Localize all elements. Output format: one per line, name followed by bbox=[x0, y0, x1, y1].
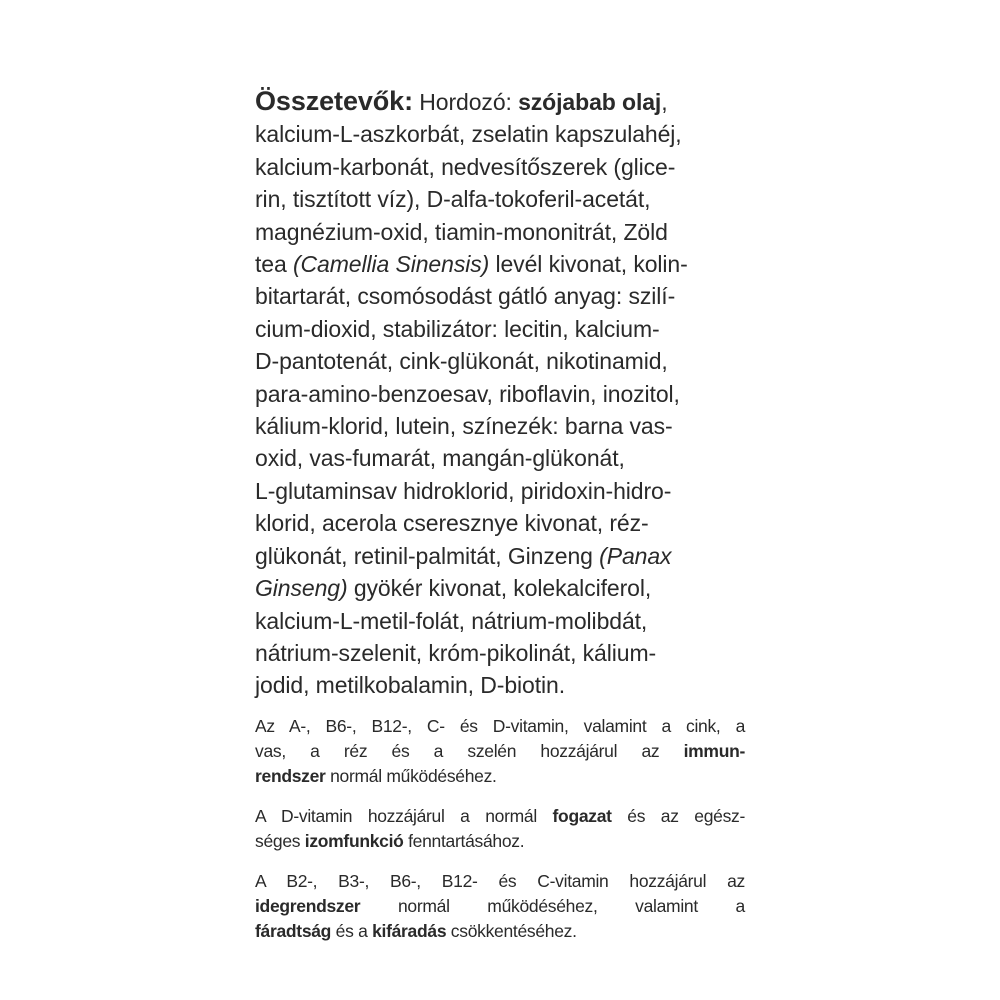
ingredients-line bbox=[255, 378, 755, 410]
health-claim-line bbox=[255, 739, 745, 764]
text-segment: jodid, metilkobalamin, D-biotin. bbox=[255, 672, 565, 699]
ingredients-line bbox=[255, 605, 755, 637]
health-claim-paragraph bbox=[255, 804, 745, 854]
ingredients-line bbox=[255, 507, 755, 539]
health-claim-paragraph bbox=[255, 714, 745, 789]
text-segment: séges bbox=[255, 831, 305, 851]
bold-term: fogazat bbox=[552, 806, 612, 826]
text-segment: oxid, vas-fumarát, mangán-glükonát, bbox=[255, 445, 625, 472]
text-segment: para-amino-benzoesav, riboflavin, inozitol, bbox=[255, 380, 680, 407]
ingredients-line bbox=[255, 475, 755, 507]
ingredients-line bbox=[255, 669, 755, 701]
text-segment: klorid, acerola cseresznye kivonat, réz- bbox=[255, 510, 649, 537]
text-segment: kalcium-L-aszkorbát, zselatin kapszulahéj, bbox=[255, 121, 682, 148]
bold-term: izomfunkció bbox=[304, 831, 404, 851]
ingredients-line bbox=[255, 118, 755, 150]
ingredients-line bbox=[255, 540, 755, 572]
bold-term: fáradtság bbox=[255, 921, 332, 941]
text-segment: Az A-, B6-, B12-, C- és D-vitamin, valamint a cink, a bbox=[255, 716, 745, 736]
text-segment: normál működéséhez. bbox=[325, 766, 497, 786]
text-segment: fenntartásához. bbox=[403, 831, 525, 851]
ingredients-line bbox=[255, 216, 755, 248]
ingredients-paragraph bbox=[255, 85, 755, 702]
ingredients-line bbox=[255, 248, 755, 280]
ingredients-line bbox=[255, 280, 755, 312]
text-segment: cium-dioxid, stabilizátor: lecitin, kalcium- bbox=[255, 315, 660, 342]
text-segment: rin, tisztított víz), D-alfa-tokoferil-acetát, bbox=[255, 186, 651, 213]
ingredients-line bbox=[255, 572, 755, 604]
text-segment: és az egész- bbox=[611, 806, 745, 826]
health-claim-line bbox=[255, 764, 745, 789]
text-segment: kalcium-karbonát, nedvesítőszerek (glice- bbox=[255, 153, 676, 180]
ingredients-line bbox=[255, 410, 755, 442]
bold-term: kifáradás bbox=[372, 921, 447, 941]
text-segment: gyökér kivonat, kolekalciferol, bbox=[347, 575, 652, 602]
ingredients-line bbox=[255, 345, 755, 377]
text-segment: kálium-klorid, lutein, színezék: barna vas- bbox=[255, 413, 673, 440]
ingredients-line bbox=[255, 151, 755, 183]
text-segment: tea bbox=[255, 251, 293, 278]
italic-term: (Panax bbox=[599, 542, 672, 569]
ingredients-heading: Összetevők: bbox=[255, 86, 413, 116]
ingredients-line bbox=[255, 85, 755, 118]
italic-term: Ginseng) bbox=[255, 575, 348, 602]
ingredients-line bbox=[255, 183, 755, 215]
text-segment: csökkentéséhez. bbox=[446, 921, 577, 941]
text-segment: D-pantotenát, cink-glükonát, nikotinamid, bbox=[255, 348, 668, 375]
bold-term: rendszer bbox=[255, 766, 326, 786]
text-segment: normál működéséhez, valamint a bbox=[360, 896, 745, 916]
text-segment: vas, a réz és a szelén hozzájárul az bbox=[255, 741, 684, 761]
text-segment: A B2-, B3-, B6-, B12- és C-vitamin hozzájárul az bbox=[255, 871, 745, 891]
health-claim-line bbox=[255, 829, 745, 854]
health-claim-line bbox=[255, 919, 745, 944]
text-segment: magnézium-oxid, tiamin-mononitrát, Zöld bbox=[255, 218, 668, 245]
text-segment: L-glutaminsav hidroklorid, piridoxin-hidro- bbox=[255, 477, 672, 504]
text-segment: glükonát, retinil-palmitát, Ginzeng bbox=[255, 542, 600, 569]
text-segment: , bbox=[661, 89, 668, 115]
text-segment: A D-vitamin hozzájárul a normál bbox=[255, 806, 553, 826]
bold-term: idegrendszer bbox=[255, 896, 361, 916]
text-segment: bitartarát, csomósodást gátló anyag: szilí- bbox=[255, 283, 676, 310]
health-claims bbox=[255, 714, 745, 959]
text-segment: Hordozó: bbox=[412, 89, 519, 115]
text-segment: és a bbox=[331, 921, 373, 941]
health-claim-paragraph bbox=[255, 869, 745, 944]
text-segment: nátrium-szelenit, króm-pikolinát, kálium- bbox=[255, 639, 657, 666]
bold-term: szójabab olaj bbox=[518, 89, 662, 115]
ingredients-line bbox=[255, 637, 755, 669]
ingredients-line bbox=[255, 442, 755, 474]
italic-term: (Camellia Sinensis) bbox=[292, 251, 490, 278]
health-claim-line bbox=[255, 804, 745, 829]
ingredients-line bbox=[255, 313, 755, 345]
bold-term: immun- bbox=[683, 741, 745, 761]
text-segment: levél kivonat, kolin- bbox=[489, 251, 688, 278]
text-segment: kalcium-L-metil-folát, nátrium-molibdát, bbox=[255, 607, 648, 634]
health-claim-line bbox=[255, 894, 745, 919]
health-claim-line bbox=[255, 869, 745, 894]
health-claim-line bbox=[255, 714, 745, 739]
